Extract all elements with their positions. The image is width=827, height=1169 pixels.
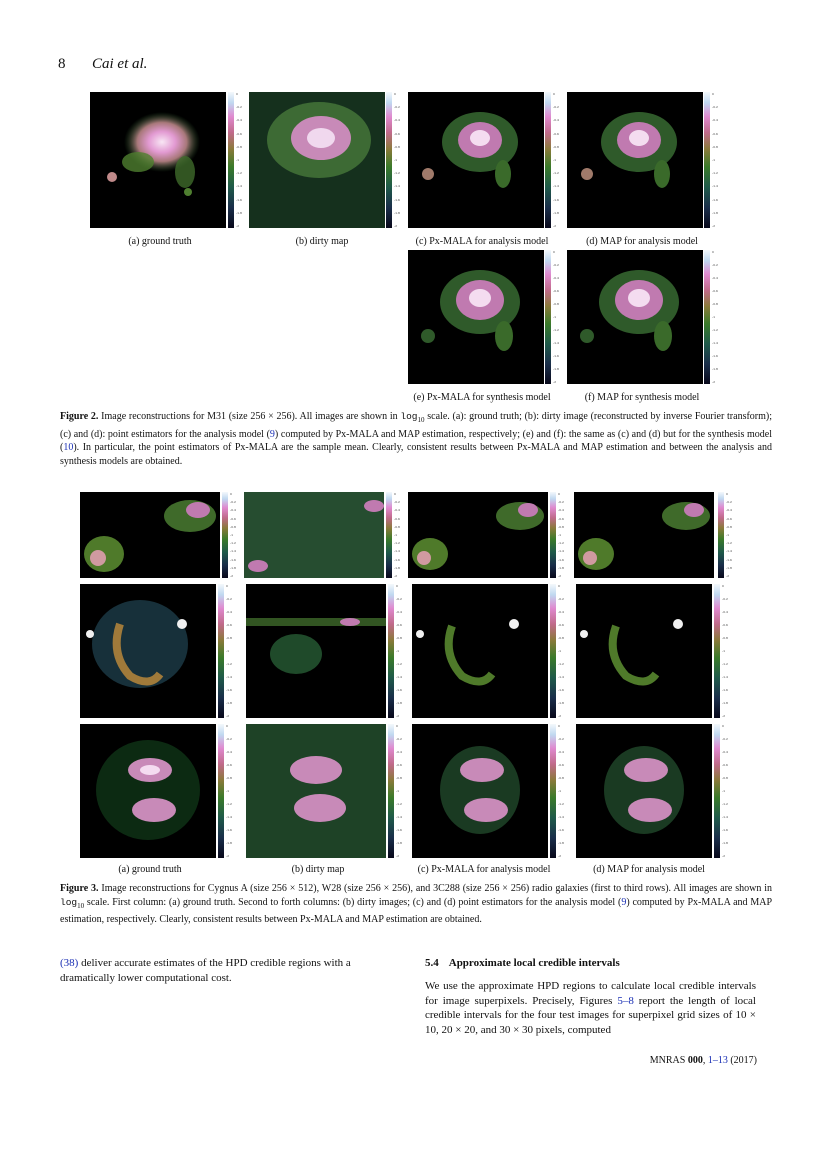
colorbar-tick-label: -0.2 <box>558 500 564 505</box>
colorbar-tick-label: -0.2 <box>722 597 728 601</box>
fig2-eq-ref-9[interactable]: 9 <box>269 428 275 440</box>
3c288-ground-truth-image <box>80 724 216 858</box>
fig2-caption-c: (c) Px-MALA for analysis model <box>415 236 549 247</box>
fig3-caption-c: (c) Px-MALA for analysis model <box>417 864 551 875</box>
colorbar-tick-label: -0.4 <box>226 610 232 614</box>
colorbar-tick-label: -0.4 <box>236 118 242 123</box>
colorbar-tick-label: -1.4 <box>396 815 402 819</box>
colorbar-tick-label: -0.2 <box>226 597 232 601</box>
colorbar-tick-label: -0.6 <box>558 763 564 767</box>
section-text-part1: We use the approximate HPD regions to calculate local credible intervals for image superpixels. Precisely, Figures <box>425 979 756 1007</box>
colorbar-tick-label: -1.8 <box>236 210 242 215</box>
colorbar-tick-label: -1.8 <box>553 210 559 215</box>
fig3-caption-part2: scale. First column: (a) ground truth. Second to forth columns: (b) dirty images; (c) and (d) point estimators for the analysis model ( <box>86 896 622 908</box>
fig2-caption-e: (e) Px-MALA for synthesis model <box>413 392 551 403</box>
running-head-authors: Cai et al. <box>92 56 148 72</box>
fig2-panel-ground-truth <box>90 92 226 228</box>
m31-ground-truth-image <box>90 92 226 228</box>
colorbar-tick-label: -0.8 <box>226 776 232 780</box>
w28-pxmala-image <box>412 584 548 718</box>
colorbar-tick-label: -2 <box>712 380 715 384</box>
colorbar-tick-label: -1 <box>558 649 561 653</box>
fig3-row2b-colorbar <box>388 584 394 718</box>
colorbar-tick-label: -0.6 <box>553 289 559 293</box>
colorbar-tick-label: -0.2 <box>712 105 718 110</box>
colorbar-tick-label: -1.8 <box>722 701 728 705</box>
colorbar-tick-label: -0.2 <box>230 500 236 505</box>
colorbar-tick-label: -1.4 <box>230 549 236 554</box>
fig3-caption-log: log <box>60 896 78 908</box>
colorbar-tick-label: -1.8 <box>230 565 236 570</box>
colorbar-tick-label: -1.2 <box>558 541 564 546</box>
colorbar-tick-label: -2 <box>226 714 229 718</box>
colorbar-tick-label: -0.6 <box>722 763 728 767</box>
colorbar-tick-label: -1.4 <box>558 549 564 554</box>
colorbar-tick-label: -1.4 <box>396 675 402 679</box>
fig3-caption-b: (b) dirty map <box>291 864 345 875</box>
m31-map-synthesis-image <box>567 250 703 384</box>
colorbar-tick-label: -1.4 <box>712 341 718 345</box>
colorbar-tick-label: -0.8 <box>712 144 718 149</box>
colorbar-tick-label: -1.2 <box>722 802 728 806</box>
colorbar-tick-label: -1.4 <box>558 815 564 819</box>
fig3-row2a-colorbar <box>218 584 224 718</box>
w28-ground-truth-image <box>80 584 216 718</box>
colorbar-tick-label: -0.4 <box>394 508 400 513</box>
section-number: 5.4 <box>425 957 439 969</box>
colorbar-tick-label: -0.6 <box>230 516 236 521</box>
colorbar-tick-label: -0.8 <box>226 636 232 640</box>
m31-pxmala-analysis-image <box>408 92 544 228</box>
fig2e-colorbar <box>545 250 551 384</box>
colorbar-tick-label: -0.8 <box>558 636 564 640</box>
fig3-row2-map <box>576 584 712 718</box>
colorbar-tick-label: -0.8 <box>558 776 564 780</box>
colorbar-tick-label: -1.4 <box>553 184 559 189</box>
colorbar-tick-label: -0.8 <box>236 144 242 149</box>
section-title: Approximate local credible intervals <box>448 957 620 969</box>
colorbar-tick-label: -1.8 <box>712 367 718 371</box>
colorbar-tick-label: -0.6 <box>553 131 559 136</box>
fig2a-colorbar <box>228 92 234 228</box>
fig3-caption-d: (d) MAP for analysis model <box>593 864 705 875</box>
colorbar-tick-label: -1.2 <box>558 662 564 666</box>
colorbar-tick-label: -0.6 <box>226 763 232 767</box>
colorbar-tick-label: -0.4 <box>722 750 728 754</box>
colorbar-tick-label: -1.4 <box>722 815 728 819</box>
colorbar-tick-label: -1.6 <box>558 688 564 692</box>
colorbar-tick-label: -1.8 <box>726 565 732 570</box>
colorbar-tick-label: -0.2 <box>553 263 559 267</box>
fig3-row1-map <box>574 492 714 578</box>
fig3-row1a-colorbar <box>222 492 228 578</box>
fig2-caption-part2: scale. (a): ground truth; (b): dirty image (reconstructed by inverse Fourier transform); (c) and (d): point estimators for the analysis model ( <box>60 411 773 440</box>
colorbar-tick-label: -1.4 <box>394 549 400 554</box>
colorbar-tick-label: -0.2 <box>726 500 732 505</box>
colorbar-tick-label: -2 <box>553 224 556 228</box>
colorbar-tick-label: -0.8 <box>722 776 728 780</box>
colorbar-tick-label: 0 <box>226 584 228 588</box>
colorbar-tick-label: -1.4 <box>722 675 728 679</box>
fig2-caption-b: (b) dirty map <box>295 236 349 247</box>
colorbar-tick-label: -0.2 <box>712 263 718 267</box>
section-heading <box>425 956 756 971</box>
fig3-row3a-colorbar <box>218 724 224 858</box>
m31-pxmala-synthesis-image <box>408 250 544 384</box>
colorbar-tick-label: -1 <box>226 649 229 653</box>
cygnus-a-map-image <box>574 492 714 578</box>
colorbar-tick-label: -0.4 <box>230 508 236 513</box>
fig2-caption-part1: Image reconstructions for M31 (size 256 × 256). All images are shown in <box>101 411 398 422</box>
colorbar-tick-label: -1.4 <box>726 549 732 554</box>
colorbar-tick-label: -1.8 <box>396 701 402 705</box>
fig2f-colorbar <box>704 250 710 384</box>
colorbar-tick-label: -2 <box>396 854 399 858</box>
colorbar-tick-label: -0.6 <box>394 131 400 136</box>
colorbar-tick-label: -0.4 <box>722 610 728 614</box>
fig2-caption-part3: ) computed by Px-MALA and MAP estimation, respectively; (e) and (f): the same as (c) and (d) but for the synthesis model ( <box>60 428 772 453</box>
colorbar-tick-label: -0.4 <box>396 750 402 754</box>
fig3-row1c-colorbar <box>550 492 556 578</box>
colorbar-tick-label: -1.2 <box>396 662 402 666</box>
colorbar-tick-label: -1.8 <box>558 841 564 845</box>
fig3-row3b-colorbar <box>388 724 394 858</box>
fig2-panel-pxmala-synthesis <box>408 250 544 384</box>
fig3-row1-dirty-map <box>244 492 384 578</box>
colorbar-tick-label: -1.2 <box>553 171 559 176</box>
colorbar-tick-label: -0.6 <box>226 623 232 627</box>
colorbar-tick-label: -1 <box>553 158 556 162</box>
colorbar-tick-label: -2 <box>230 574 233 578</box>
colorbar-tick-label: -1.2 <box>712 171 718 176</box>
colorbar-tick-label: 0 <box>553 92 555 96</box>
colorbar-tick-label: -1 <box>558 789 561 793</box>
colorbar-tick-label: -1 <box>394 533 397 537</box>
fig3-row2-pxmala <box>412 584 548 718</box>
colorbar-tick-label: -1 <box>226 789 229 793</box>
page-number: 8 <box>58 56 66 72</box>
figure-ref-5-8[interactable]: 5–8 <box>617 994 634 1007</box>
colorbar-tick-label: -0.8 <box>722 636 728 640</box>
section-text-part2: report the length of local credible intervals for the four test images for superpixel grid sizes of 10 × 10, 20 × 20, and 30 × 30 pixels, computed <box>425 994 756 1037</box>
w28-dirty-map-image <box>246 584 386 718</box>
colorbar-tick-label: 0 <box>712 92 714 96</box>
colorbar-tick-label: -0.2 <box>394 500 400 505</box>
colorbar-tick-label: -1.8 <box>553 367 559 371</box>
colorbar-tick-label: -2 <box>226 854 229 858</box>
colorbar-tick-label: -0.6 <box>726 516 732 521</box>
colorbar-tick-label: -1 <box>396 649 399 653</box>
colorbar-tick-label: -1.6 <box>394 197 400 202</box>
colorbar-tick-label: -0.8 <box>394 144 400 149</box>
colorbar-tick-label: -1 <box>712 315 715 319</box>
colorbar-tick-label: -1.6 <box>396 828 402 832</box>
colorbar-tick-label: -0.6 <box>558 623 564 627</box>
colorbar-tick-label: -1.8 <box>722 841 728 845</box>
colorbar-tick-label: -1.4 <box>712 184 718 189</box>
fig2-caption-sub: 10 <box>417 416 425 424</box>
colorbar-tick-label: -0.2 <box>722 737 728 741</box>
colorbar-tick-label: -1 <box>722 789 725 793</box>
colorbar-tick-label: -1.4 <box>226 815 232 819</box>
colorbar-tick-label: -1.6 <box>712 354 718 358</box>
colorbar-tick-label: -1 <box>396 789 399 793</box>
colorbar-tick-label: 0 <box>712 250 714 254</box>
colorbar-tick-label: -1.2 <box>722 662 728 666</box>
fig3-row3-pxmala <box>412 724 548 858</box>
fig3-row2-ground-truth <box>80 584 216 718</box>
w28-map-image <box>576 584 712 718</box>
colorbar-tick-label: -0.2 <box>226 737 232 741</box>
colorbar-tick-label: -0.2 <box>396 737 402 741</box>
colorbar-tick-label: 0 <box>394 492 396 496</box>
body-right-column <box>425 956 756 1038</box>
colorbar-tick-label: 0 <box>558 584 560 588</box>
footer-journal: MNRAS <box>649 1055 686 1066</box>
fig2d-colorbar <box>704 92 710 228</box>
colorbar-tick-label: 0 <box>722 724 724 728</box>
fig2-eq-ref-10[interactable]: 10 <box>63 442 74 453</box>
fig2b-colorbar <box>386 92 392 228</box>
fig3-caption-sub: 10 <box>77 901 85 910</box>
colorbar-tick-label: -1.6 <box>230 557 236 562</box>
fig2-caption-d: (d) MAP for analysis model <box>586 236 698 247</box>
colorbar-tick-label: 0 <box>236 92 238 96</box>
colorbar-tick-label: 0 <box>394 92 396 96</box>
colorbar-tick-label: -1.6 <box>722 828 728 832</box>
fig2-caption-a: (a) ground truth <box>128 236 192 247</box>
colorbar-tick-label: -2 <box>558 854 561 858</box>
colorbar-tick-label: 0 <box>226 724 228 728</box>
colorbar-tick-label: -1.6 <box>226 688 232 692</box>
footer-volume: 000 <box>687 1055 703 1066</box>
colorbar-tick-label: -1.6 <box>558 828 564 832</box>
colorbar-tick-label: -0.4 <box>553 118 559 123</box>
colorbar-tick-label: -1.8 <box>226 701 232 705</box>
colorbar-tick-label: -1.6 <box>236 197 242 202</box>
fig3-row3-map <box>576 724 712 858</box>
fig3-row3-dirty-map <box>246 724 386 858</box>
colorbar-tick-label: -0.6 <box>722 623 728 627</box>
colorbar-tick-label: -1.8 <box>396 841 402 845</box>
colorbar-tick-label: -1.6 <box>226 828 232 832</box>
colorbar-tick-label: -1.2 <box>394 171 400 176</box>
page-footer: MNRAS 000, 1–13 (2017) <box>649 1055 757 1066</box>
colorbar-tick-label: -0.8 <box>558 524 564 529</box>
eq-ref-38[interactable]: (38) <box>60 957 79 969</box>
body-left-text: deliver accurate estimates of the HPD credible regions with a dramatically lower computational cost. <box>60 957 351 984</box>
colorbar-tick-label: -1 <box>394 158 397 162</box>
fig2-panel-map-synthesis <box>567 250 703 384</box>
colorbar-tick-label: -1.2 <box>236 171 242 176</box>
fig3-row1b-colorbar <box>386 492 392 578</box>
colorbar-tick-label: -0.4 <box>226 750 232 754</box>
colorbar-tick-label: -1.4 <box>226 675 232 679</box>
colorbar-tick-label: -0.6 <box>394 516 400 521</box>
colorbar-tick-label: -0.4 <box>558 508 564 513</box>
colorbar-tick-label: -0.4 <box>726 508 732 513</box>
colorbar-tick-label: -1.6 <box>396 688 402 692</box>
colorbar-tick-label: -2 <box>394 574 397 578</box>
fig2-panel-map-analysis <box>567 92 703 228</box>
colorbar-tick-label: -1.8 <box>226 841 232 845</box>
colorbar-tick-label: -2 <box>722 714 725 718</box>
m31-map-analysis-image <box>567 92 703 228</box>
colorbar-tick-label: -0.2 <box>394 105 400 110</box>
colorbar-tick-label: 0 <box>558 724 560 728</box>
fig3-row2d-colorbar <box>714 584 720 718</box>
colorbar-tick-label: 0 <box>722 584 724 588</box>
colorbar-tick-label: -1.4 <box>236 184 242 189</box>
colorbar-tick-label: -0.2 <box>553 105 559 110</box>
colorbar-tick-label: -1 <box>712 158 715 162</box>
colorbar-tick-label: -1.4 <box>558 675 564 679</box>
fig3-row1d-colorbar <box>718 492 724 578</box>
colorbar-tick-label: -0.6 <box>712 289 718 293</box>
colorbar-tick-label: -0.4 <box>558 610 564 614</box>
colorbar-tick-label: -1 <box>726 533 729 537</box>
fig3-row2c-colorbar <box>550 584 556 718</box>
colorbar-tick-label: -1 <box>558 533 561 537</box>
cygnus-a-dirty-map-image <box>244 492 384 578</box>
colorbar-tick-label: -1.2 <box>394 541 400 546</box>
3c288-pxmala-image <box>412 724 548 858</box>
colorbar-tick-label: -0.6 <box>236 131 242 136</box>
colorbar-tick-label: -0.2 <box>396 597 402 601</box>
fig3-caption-a: (a) ground truth <box>118 864 182 875</box>
colorbar-tick-label: -0.4 <box>553 276 559 280</box>
colorbar-tick-label: -1.8 <box>712 210 718 215</box>
colorbar-tick-label: -0.2 <box>558 737 564 741</box>
colorbar-tick-label: -1.2 <box>558 802 564 806</box>
colorbar-tick-label: -2 <box>726 574 729 578</box>
3c288-dirty-map-image <box>246 724 386 858</box>
fig3-caption-part1: Image reconstructions for Cygnus A (size 256 × 512), W28 (size 256 × 256), and 3C288 (size 256 × 256) radio galaxies (first to third rows). All images are shown in <box>101 883 772 894</box>
colorbar-tick-label: -1.6 <box>553 197 559 202</box>
fig2-caption-label: Figure 2. <box>60 411 99 422</box>
colorbar-tick-label: -1.8 <box>558 701 564 705</box>
section-paragraph <box>425 979 756 1038</box>
colorbar-tick-label: -1.8 <box>558 565 564 570</box>
3c288-map-image <box>576 724 712 858</box>
colorbar-tick-label: -0.4 <box>396 610 402 614</box>
footer-pages-link[interactable]: 1–13 <box>707 1055 728 1066</box>
colorbar-tick-label: -1.2 <box>226 802 232 806</box>
colorbar-tick-label: 0 <box>396 584 398 588</box>
colorbar-tick-label: 0 <box>726 492 728 496</box>
m31-dirty-map-image <box>249 92 385 228</box>
colorbar-tick-label: -0.8 <box>553 144 559 149</box>
colorbar-tick-label: -2 <box>712 224 715 228</box>
colorbar-tick-label: -0.6 <box>712 131 718 136</box>
fig2-panel-pxmala-analysis <box>408 92 544 228</box>
colorbar-tick-label: -1 <box>722 649 725 653</box>
colorbar-tick-label: -0.4 <box>712 118 718 123</box>
fig3-row3c-colorbar <box>550 724 556 858</box>
colorbar-tick-label: -0.4 <box>712 276 718 280</box>
colorbar-tick-label: -1 <box>553 315 556 319</box>
colorbar-tick-label: -1.2 <box>226 662 232 666</box>
fig2-caption-text <box>60 410 772 468</box>
colorbar-tick-label: -0.8 <box>396 776 402 780</box>
colorbar-tick-label: -2 <box>396 714 399 718</box>
cygnus-a-pxmala-image <box>408 492 548 578</box>
colorbar-tick-label: -0.2 <box>558 597 564 601</box>
colorbar-tick-label: 0 <box>396 724 398 728</box>
fig2-caption-part4: ). In particular, the point estimators of Px-MALA are the sample mean. Clearly, consistent results between Px-MALA and MAP estimation and between the analysis and synthesis models are obtained. <box>60 442 772 467</box>
fig2-caption-log: log <box>400 411 418 422</box>
colorbar-tick-label: -0.4 <box>394 118 400 123</box>
colorbar-tick-label: -1.2 <box>230 541 236 546</box>
fig3-row2-dirty-map <box>246 584 386 718</box>
fig3-eq-ref-9[interactable]: 9 <box>621 896 627 908</box>
colorbar-tick-label: -0.8 <box>726 524 732 529</box>
colorbar-tick-label: -0.6 <box>396 623 402 627</box>
colorbar-tick-label: -1.8 <box>394 565 400 570</box>
fig3-caption-part3: ) computed by Px-MALA and MAP estimation, respectively. Clearly, consistent results between Px-MALA and MAP estimation are obtained. <box>60 896 772 925</box>
colorbar-tick-label: -2 <box>394 224 397 228</box>
fig3-caption-label: Figure 3. <box>60 883 99 894</box>
colorbar-tick-label: 0 <box>558 492 560 496</box>
colorbar-tick-label: -1.2 <box>726 541 732 546</box>
colorbar-tick-label: -0.4 <box>558 750 564 754</box>
footer-year: (2017) <box>730 1055 757 1066</box>
fig3-row1-pxmala <box>408 492 548 578</box>
fig3-row1-ground-truth <box>80 492 220 578</box>
colorbar-tick-label: -1.6 <box>558 557 564 562</box>
fig3-caption-text <box>60 882 772 927</box>
fig3-row3d-colorbar <box>714 724 720 858</box>
colorbar-tick-label: 0 <box>553 250 555 254</box>
colorbar-tick-label: -2 <box>236 224 239 228</box>
colorbar-tick-label: -2 <box>722 854 725 858</box>
body-left-column <box>60 956 400 985</box>
colorbar-tick-label: -0.8 <box>394 524 400 529</box>
colorbar-tick-label: -1.2 <box>712 328 718 332</box>
cygnus-a-ground-truth-image <box>80 492 220 578</box>
colorbar-tick-label: -1 <box>230 533 233 537</box>
colorbar-tick-label: -1.4 <box>553 341 559 345</box>
fig2c-colorbar <box>545 92 551 228</box>
colorbar-tick-label: 0 <box>230 492 232 496</box>
colorbar-tick-label: -0.6 <box>396 763 402 767</box>
colorbar-tick-label: -2 <box>558 574 561 578</box>
colorbar-tick-label: -1.2 <box>553 328 559 332</box>
colorbar-tick-label: -1.6 <box>712 197 718 202</box>
fig2-caption-f: (f) MAP for synthesis model <box>584 392 700 403</box>
colorbar-tick-label: -0.8 <box>553 302 559 306</box>
fig2-panel-dirty-map <box>249 92 385 228</box>
colorbar-tick-label: -0.8 <box>230 524 236 529</box>
colorbar-tick-label: -1.4 <box>394 184 400 189</box>
fig3-row3-ground-truth <box>80 724 216 858</box>
colorbar-tick-label: -1.6 <box>553 354 559 358</box>
colorbar-tick-label: -0.8 <box>396 636 402 640</box>
colorbar-tick-label: -0.6 <box>558 516 564 521</box>
colorbar-tick-label: -1.2 <box>396 802 402 806</box>
colorbar-tick-label: -1 <box>236 158 239 162</box>
colorbar-tick-label: -1.6 <box>394 557 400 562</box>
colorbar-tick-label: -2 <box>553 380 556 384</box>
colorbar-tick-label: -1.6 <box>722 688 728 692</box>
colorbar-tick-label: -1.6 <box>726 557 732 562</box>
colorbar-tick-label: -1.8 <box>394 210 400 215</box>
colorbar-tick-label: -0.8 <box>712 302 718 306</box>
colorbar-tick-label: -2 <box>558 714 561 718</box>
colorbar-tick-label: -0.2 <box>236 105 242 110</box>
